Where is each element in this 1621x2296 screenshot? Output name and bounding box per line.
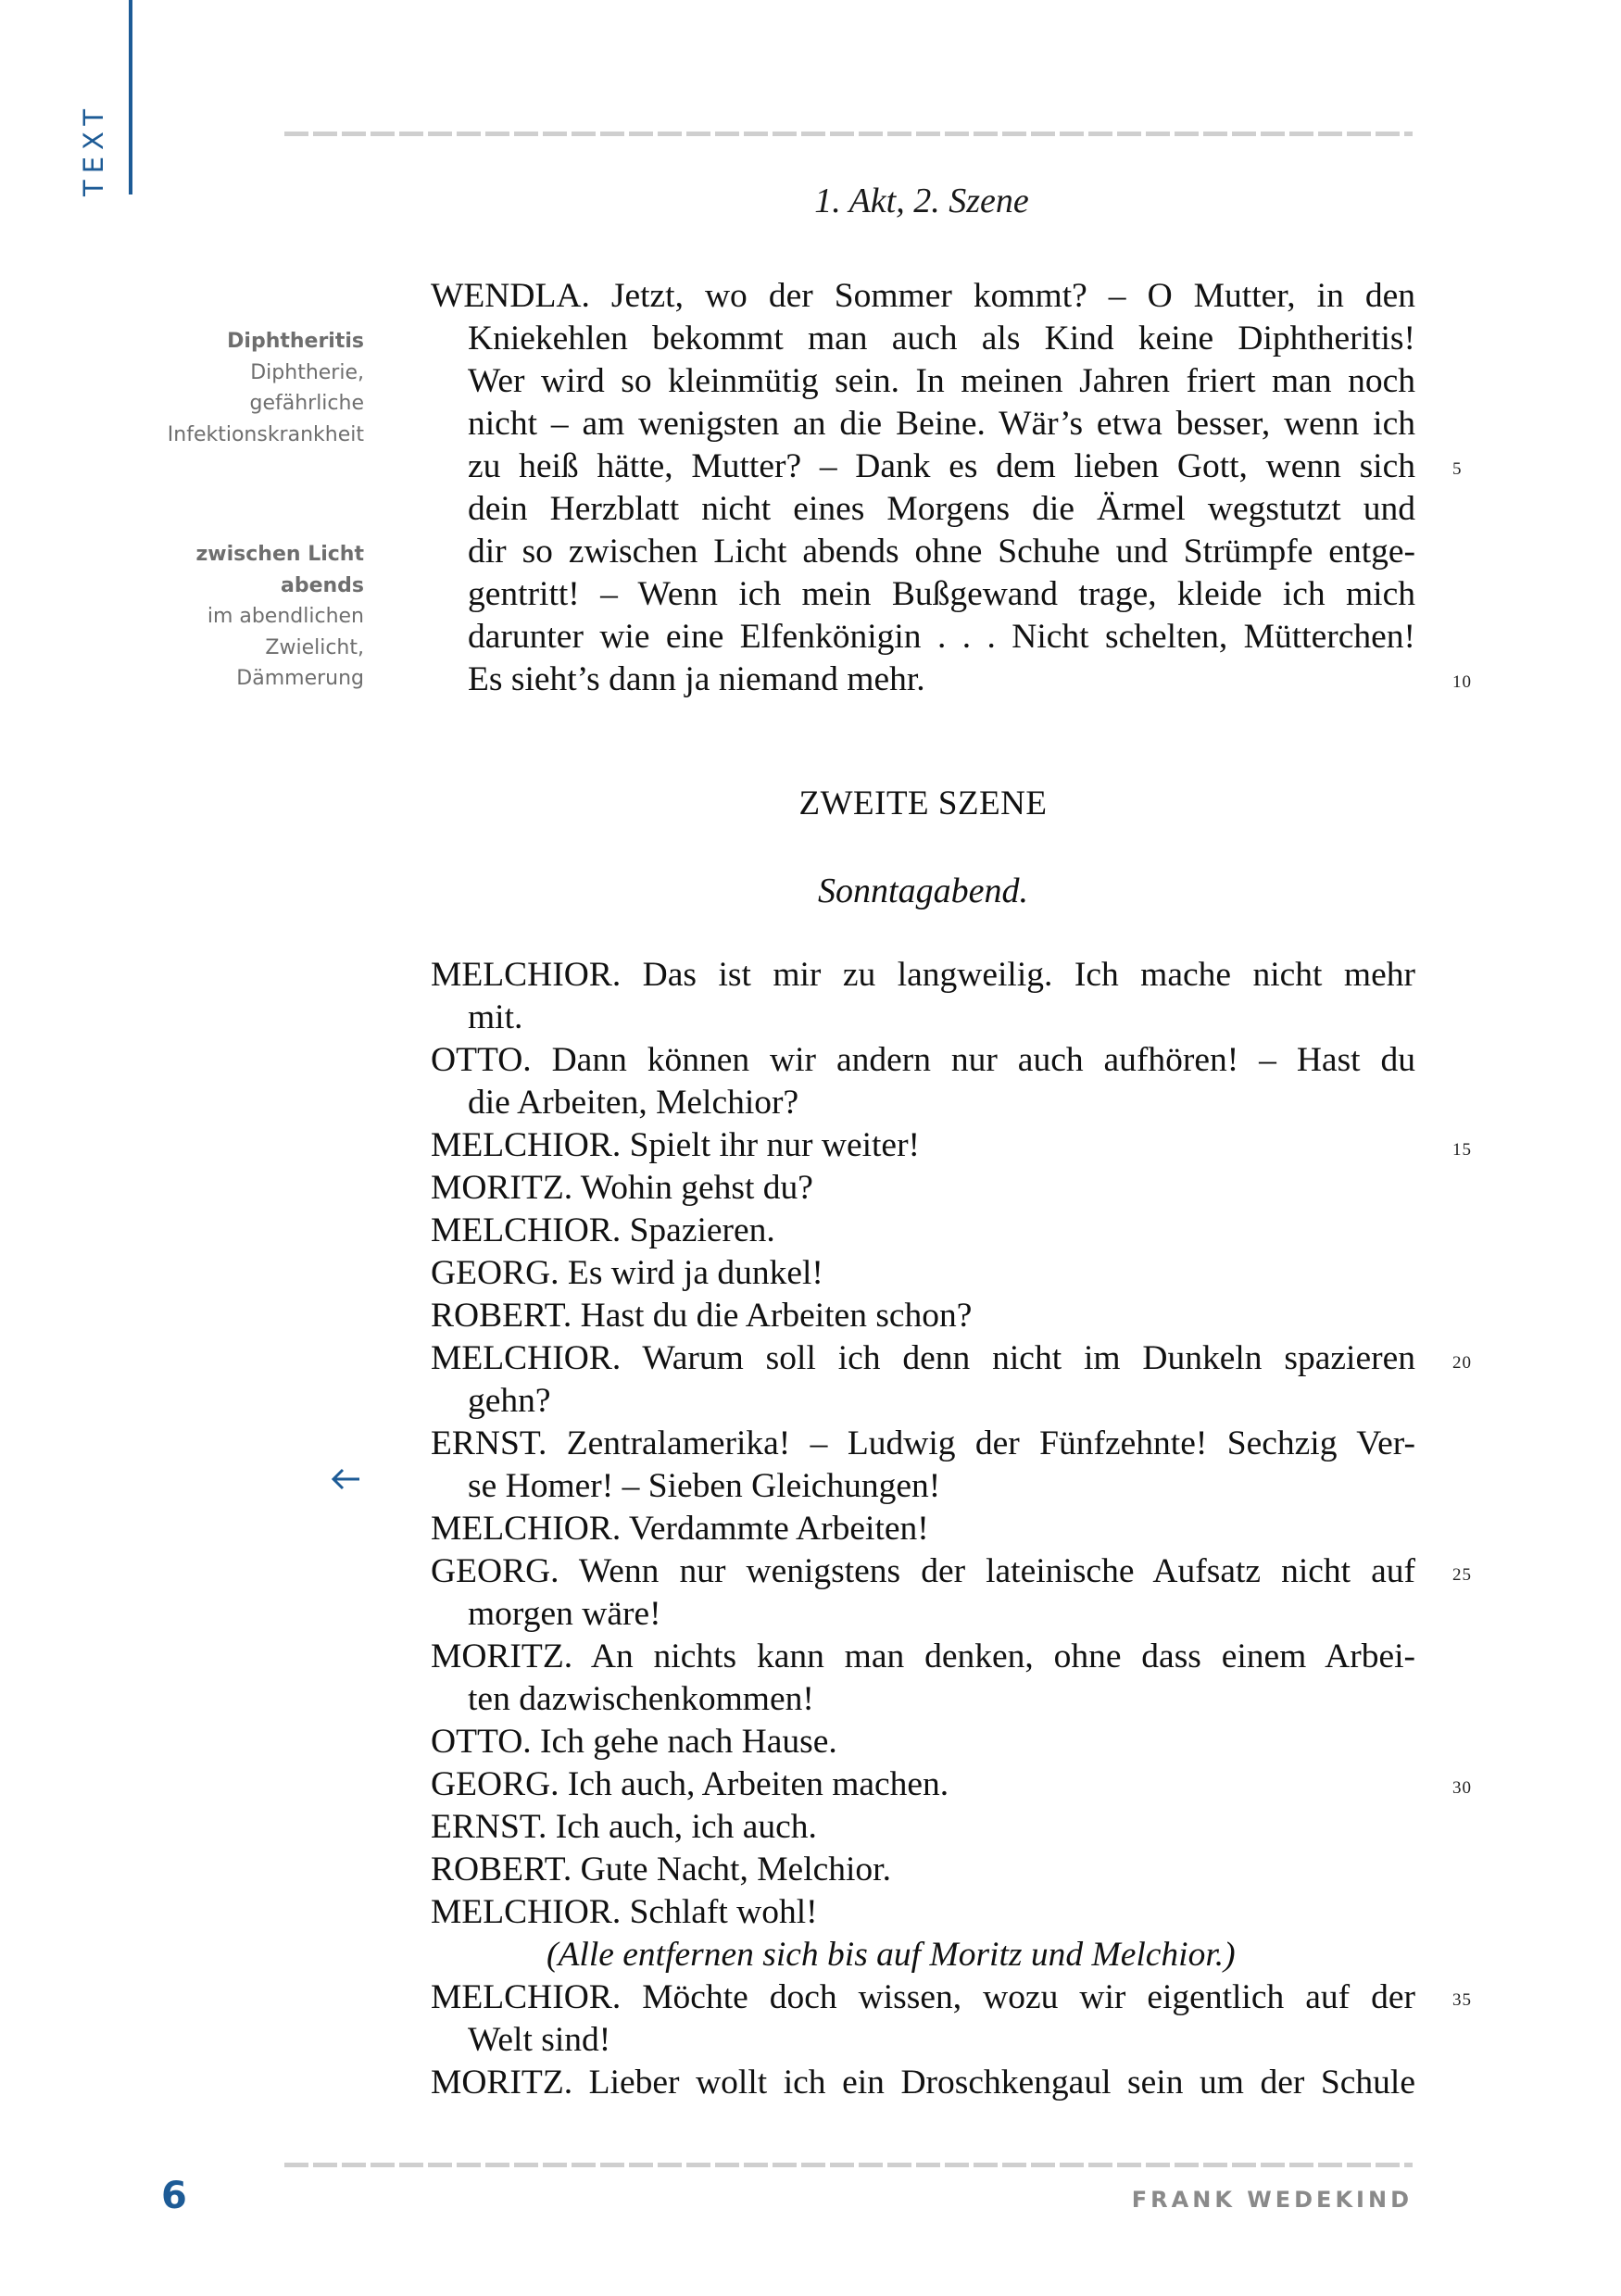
section-tab-rule [129, 0, 132, 194]
footer-author: FRANK WEDEKIND [1131, 2187, 1413, 2213]
line-number: 5 [1452, 459, 1463, 479]
glossary-explanation-line: Infektionskrankheit [167, 422, 364, 446]
scene-title: ZWEITE SZENE [798, 784, 1048, 822]
line-number: 25 [1452, 1565, 1472, 1585]
glossary-term: Diphtheritis [227, 330, 364, 353]
scene-subtitle: Sonntagabend. [818, 872, 1028, 910]
line-number: 10 [1452, 672, 1472, 692]
glossary-term: abends [280, 573, 364, 597]
glossary-explanation-line: im abendlichen [207, 605, 364, 628]
dialogue-line: MORITZ. Lieber wollt ich ein Droschkengaul sein um der Schule [431, 2064, 1415, 2102]
glossary-explanation-line: Diphtherie, [250, 360, 364, 384]
dialogue-line: MELCHIOR. Warum soll ich denn nicht im Dunkeln spazieren [431, 1339, 1415, 1377]
glossary-explanation-line: gefährliche [249, 392, 364, 415]
header-dashed-rule [284, 132, 1413, 136]
dialogue-line: MELCHIOR. Verdammte Arbeiten! [431, 1510, 929, 1548]
dialogue-line: ERNST. Zentralamerika! – Ludwig der Fünfzehnte! Sechzig Ver- [431, 1424, 1415, 1462]
text-line: WENDLA. Jetzt, wo der Sommer kommt? – O Mutter, in den [431, 277, 1415, 315]
footer-dashed-rule [284, 2163, 1413, 2167]
text-line: darunter wie eine Elfenkönigin . . . Nicht schelten, Mütterchen! [468, 618, 1415, 656]
text-line: gentritt! – Wenn ich mein Bußgewand trage, kleide ich mich [468, 575, 1415, 613]
dialogue-line: mit. [468, 998, 523, 1036]
dialogue-line: GEORG. Es wird ja dunkel! [431, 1254, 823, 1292]
dialogue-line: MORITZ. An nichts kann man denken, ohne dass einem Arbei- [431, 1637, 1415, 1675]
line-number: 20 [1452, 1353, 1472, 1373]
text-line: dir so zwischen Licht abends ohne Schuhe und Strümpfe entge- [468, 533, 1415, 571]
dialogue-line: OTTO. Dann können wir andern nur auch aufhören! – Hast du [431, 1041, 1415, 1079]
text-line: nicht – am wenigsten an die Beine. Wär’s etwa besser, wenn ich [468, 405, 1415, 443]
stage-direction: (Alle entfernen sich bis auf Moritz und Melchior.) [547, 1936, 1236, 1974]
text-line: Wer wird so kleinmütig sein. In meinen Jahren friert man noch [468, 362, 1415, 400]
dialogue-line: ten dazwischenkommen! [468, 1680, 814, 1718]
wendla-passage [431, 275, 1415, 701]
dialogue-line: GEORG. Ich auch, Arbeiten machen. [431, 1765, 949, 1803]
glossary-explanation-line: Dämmerung [236, 667, 364, 690]
line-number: 30 [1452, 1778, 1472, 1798]
dialogue-line: MELCHIOR. Das ist mir zu langweilig. Ich mache nicht mehr [431, 956, 1415, 994]
line-number: 35 [1452, 1990, 1472, 2010]
dialogue-line: ROBERT. Gute Nacht, Melchior. [431, 1851, 891, 1888]
running-head: 1. Akt, 2. Szene [814, 182, 1029, 220]
dialogue-line: morgen wäre! [468, 1595, 661, 1633]
dialogue-line: MELCHIOR. Spazieren. [431, 1211, 775, 1249]
dialogue-line: gehn? [468, 1382, 551, 1420]
glossary-explanation-line: Zwielicht, [265, 635, 364, 659]
dialogue-line: MELCHIOR. Spielt ihr nur weiter! [431, 1126, 921, 1164]
glossary-term: zwischen Licht [195, 543, 364, 566]
text-line: zu heiß hätte, Mutter? – Dank es dem lieben Gott, wenn sich [468, 447, 1415, 485]
dialogue-line: ERNST. Ich auch, ich auch. [431, 1808, 817, 1846]
dialogue-passage [431, 954, 1415, 2104]
dialogue-line: MELCHIOR. Schlaft wohl! [431, 1893, 818, 1931]
dialogue-line: MORITZ. Wohin gehst du? [431, 1169, 813, 1207]
glossary-note-diphtheritis [168, 326, 364, 450]
text-line: Es sieht’s dann ja niemand mehr. [468, 660, 925, 698]
arrow-left-icon [329, 1463, 362, 1495]
dialogue-line: Welt sind! [468, 2021, 611, 2059]
glossary-note-zwischen-licht-abends [196, 539, 365, 695]
dialogue-line: OTTO. Ich gehe nach Hause. [431, 1723, 837, 1761]
dialogue-line: GEORG. Wenn nur wenigstens der lateinische Aufsatz nicht auf [431, 1552, 1415, 1590]
text-line: dein Herzblatt nicht eines Morgens die Ärmel wegstutzt und [468, 490, 1415, 528]
dialogue-line: ROBERT. Hast du die Arbeiten schon? [431, 1297, 973, 1335]
dialogue-line: MELCHIOR. Möchte doch wissen, wozu wir eigentlich auf der [431, 1978, 1415, 2016]
section-tab-label: TEXT [78, 102, 109, 196]
page-number: 6 [161, 2175, 187, 2217]
dialogue-line: se Homer! – Sieben Gleichungen! [468, 1467, 941, 1505]
text-line: Kniekehlen bekommt man auch als Kind keine Diphtheritis! [468, 320, 1415, 358]
dialogue-line: die Arbeiten, Melchior? [468, 1084, 799, 1122]
line-number: 15 [1452, 1140, 1472, 1160]
